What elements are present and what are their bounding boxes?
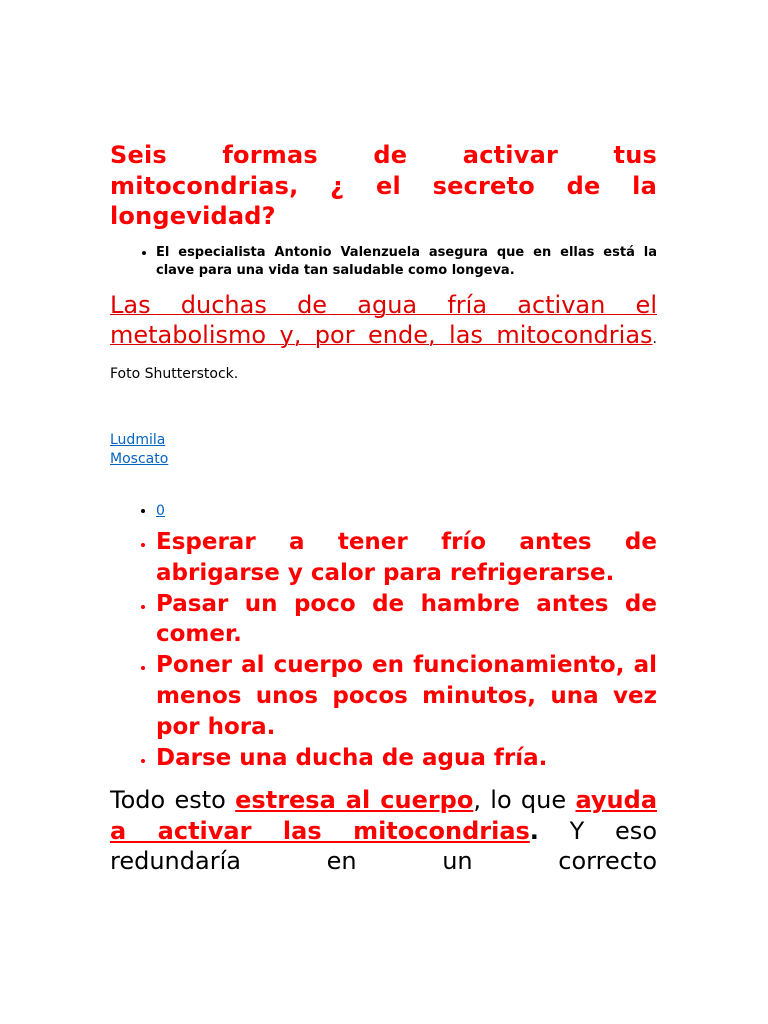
author-link-last[interactable]: Moscato xyxy=(110,451,169,467)
summary-item: • El especialista Antonio Valenzuela asegura que en ellas está la clave para una vida tan saludable como longeva. xyxy=(156,244,657,280)
body-link-ayuda[interactable]: ayuda a activar las mitocondrias xyxy=(110,786,658,845)
body-paragraph xyxy=(110,785,657,877)
body-text-1: Todo esto xyxy=(110,786,236,815)
tip-item-3: • Poner al cuerpo en funcionamiento, al menos unos pocos minutos, una vez por hora. xyxy=(156,650,657,742)
comments-item xyxy=(156,502,657,521)
tip-item-1: • Esperar a tener frío antes de abrigarse y calor para refrigerarse. xyxy=(156,527,657,589)
tip-item-2: • Pasar un poco de hambre antes de comer. xyxy=(156,589,657,651)
body-period: . xyxy=(529,816,539,845)
summary-list xyxy=(110,244,657,280)
article-title: Seis formas de activar tus mitocondrias, ¿ el secreto de la longevidad? xyxy=(110,141,657,230)
tip-item-4: • Darse una ducha de agua fría. xyxy=(156,743,657,774)
photo-caption xyxy=(110,290,657,390)
body-link-estresa[interactable]: estresa al cuerpo xyxy=(235,786,474,815)
author-byline xyxy=(110,431,657,469)
photo-caption-main: Las duchas de agua fría activan el metabolismo y, por ende, las mitocondrias xyxy=(110,290,657,349)
comments-count-link[interactable]: 0 xyxy=(156,503,165,519)
body-text-2: , lo que xyxy=(473,786,576,815)
body-text-3: Y eso redundaría en un correcto xyxy=(110,816,657,876)
comments-list xyxy=(110,502,657,521)
tips-list xyxy=(110,527,657,773)
photo-caption-credit: . Foto Shutterstock. xyxy=(110,331,657,382)
article xyxy=(110,140,657,877)
author-link-first[interactable]: Ludmila xyxy=(110,432,166,448)
